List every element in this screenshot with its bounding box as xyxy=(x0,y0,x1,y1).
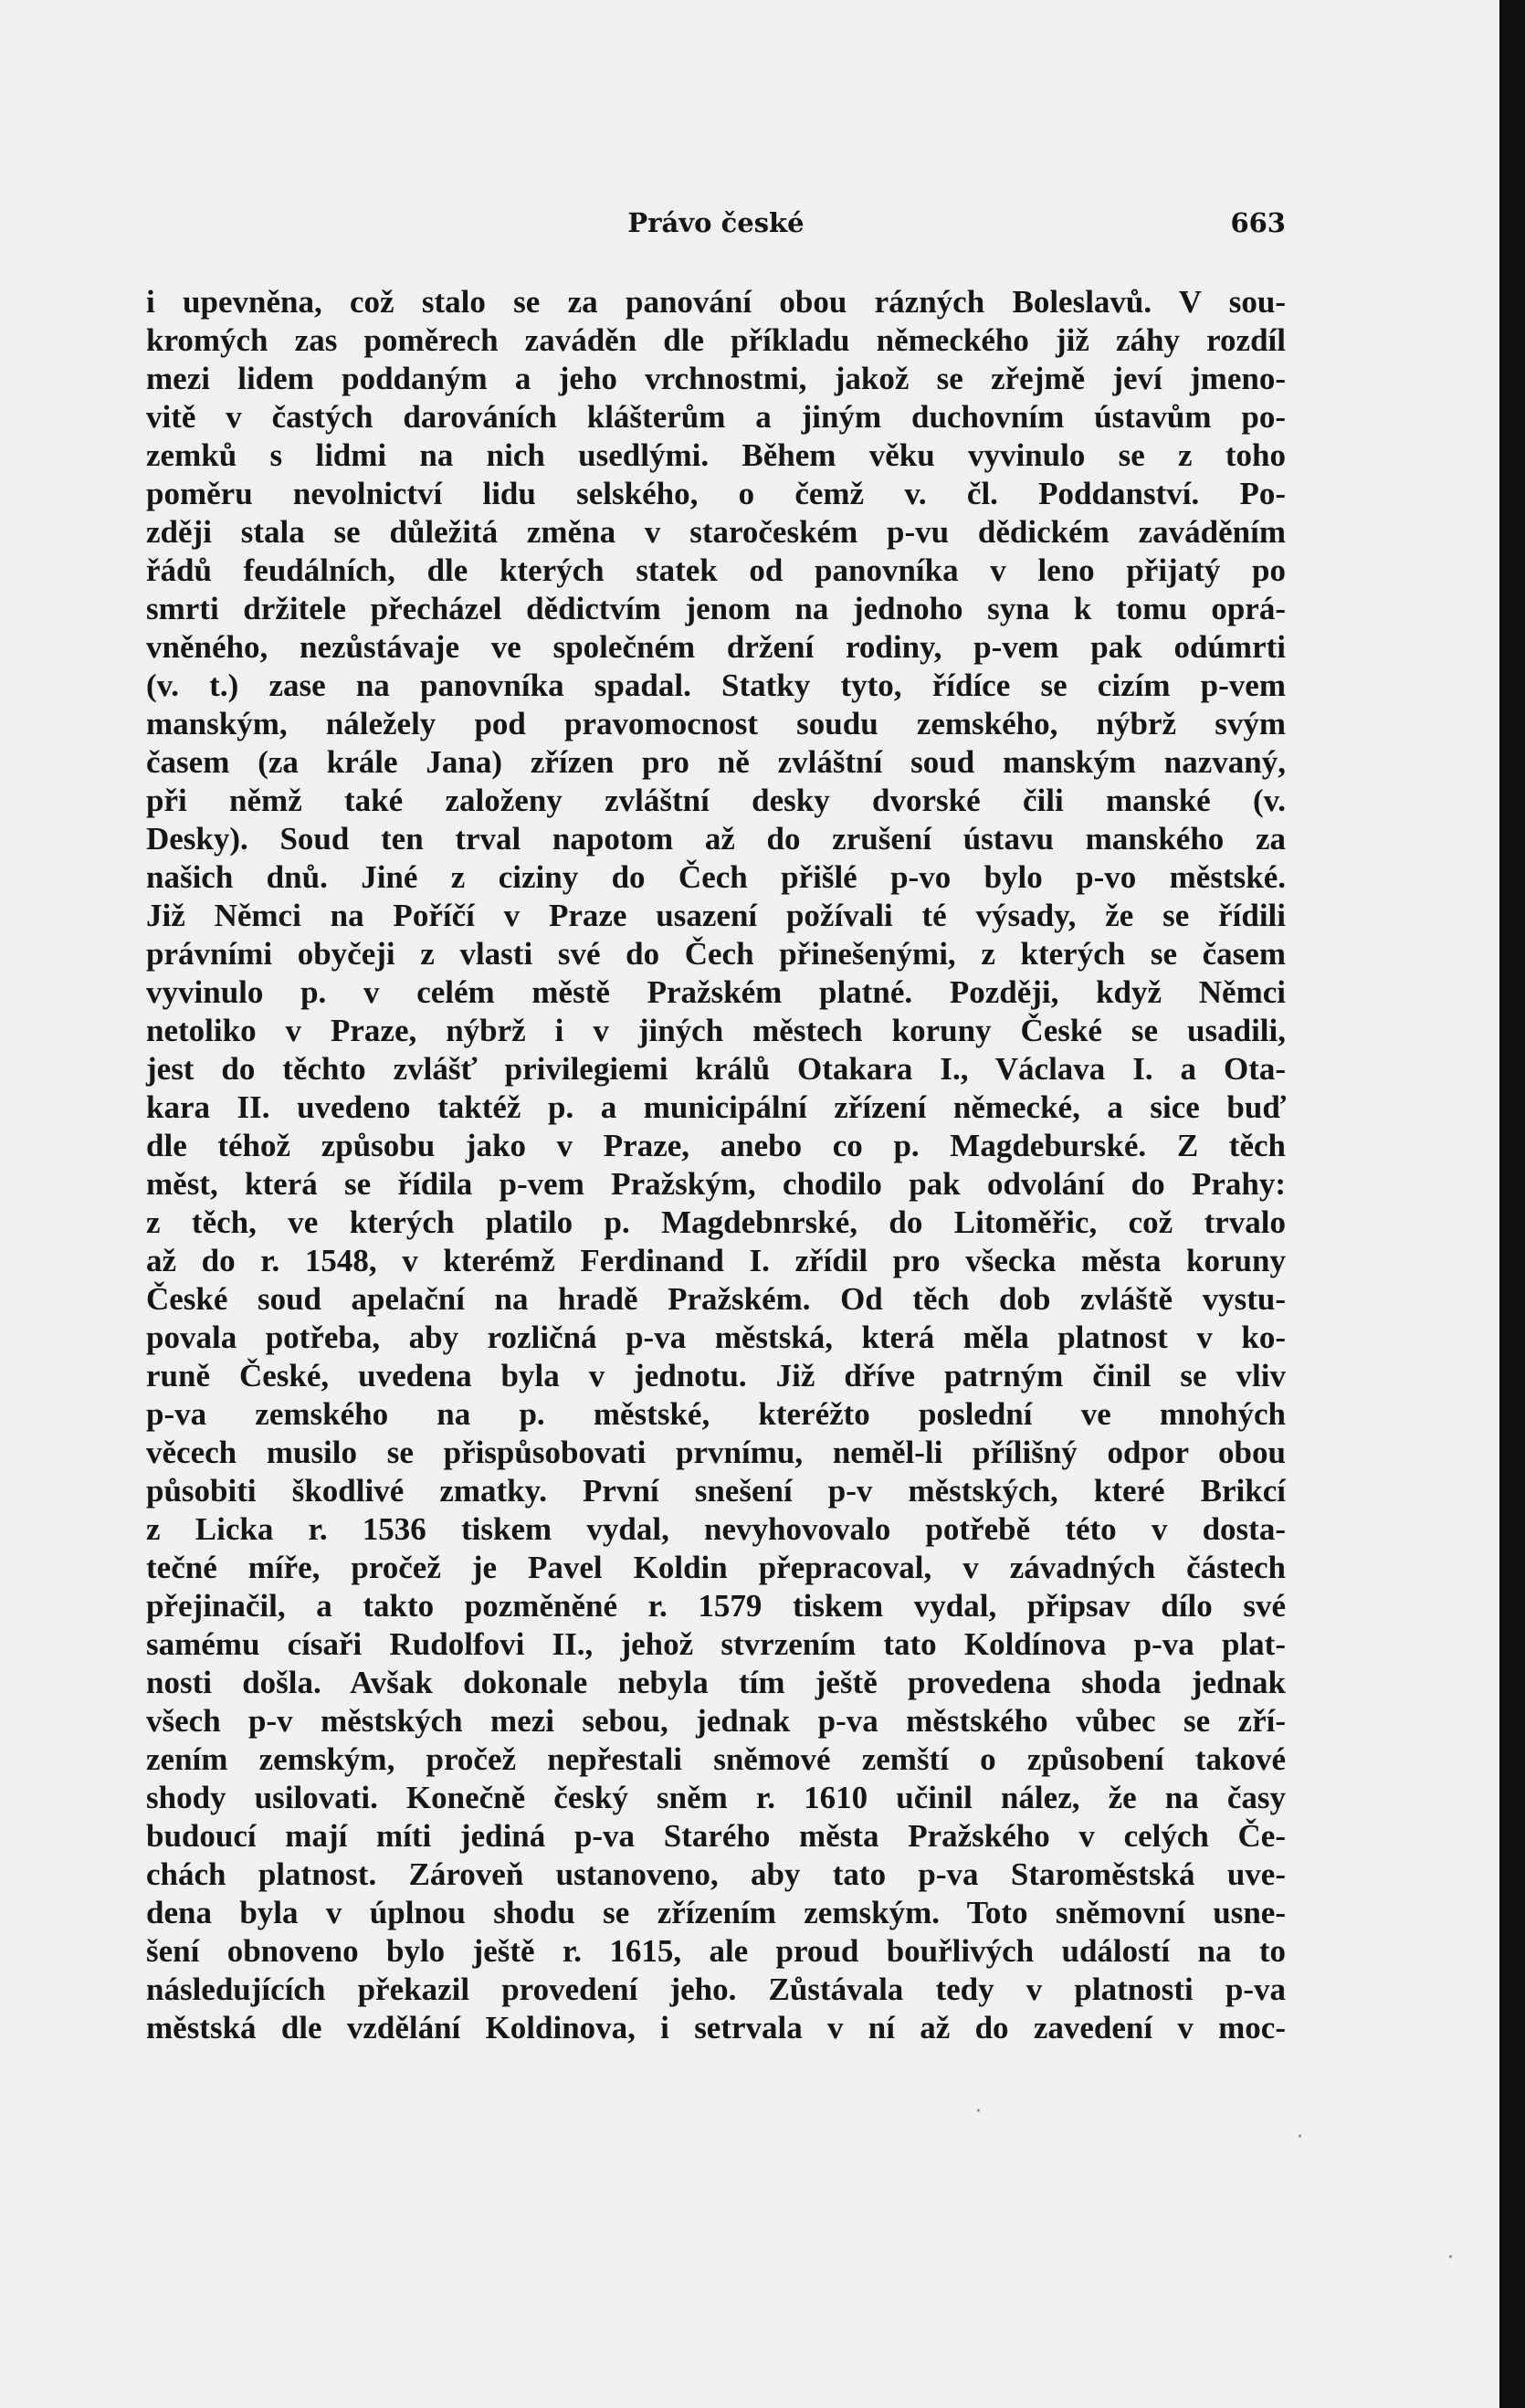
text-line: při němž také založeny zvláštní desky dvorské čili manské (v. xyxy=(146,783,1286,818)
text-line: věcech musilo se přispůsobovati prvnímu, neměl-li přílišný odpor obou xyxy=(146,1435,1286,1470)
text-line: vněného, nezůstávaje ve společném držení rodiny, p-vem pak odúmrti xyxy=(146,629,1286,665)
text-line: z Licka r. 1536 tiskem vydal, nevyhovovalo potřebě této v dosta- xyxy=(146,1511,1286,1547)
text-line: chách platnost. Zároveň ustanoveno, aby tato p-va Staroměstská uve- xyxy=(146,1856,1286,1892)
body-text xyxy=(146,283,1286,2047)
text-line: Již Němci na Poříčí v Praze usazení požívali té výsady, že se řídili xyxy=(146,898,1286,933)
text-line: tečné míře, pročež je Pavel Koldin přepracoval, v závadných částech xyxy=(146,1550,1286,1585)
text-line: dle téhož způsobu jako v Praze, anebo co p. Magdeburské. Z těch xyxy=(146,1128,1286,1163)
text-line: povala potřeba, aby rozličná p-va městská, která měla platnost v ko- xyxy=(146,1320,1286,1355)
text-line: i upevněna, což stalo se za panování obou rázných Boleslavů. V sou- xyxy=(146,284,1286,320)
scan-speck: · xyxy=(975,2100,982,2123)
text-line: shody usilovati. Konečně český sněm r. 1610 učinil nález, že na časy xyxy=(146,1780,1286,1815)
text-line: jest do těchto zvlášť privilegiemi králů Otakara I., Václava I. a Ota- xyxy=(146,1051,1286,1087)
text-line: našich dnů. Jiné z ciziny do Čech přišlé p-vo bylo p-vo městské. xyxy=(146,859,1286,895)
text-line: poměru nevolnictví lidu selského, o čemž v. čl. Poddanství. Po- xyxy=(146,476,1286,511)
text-line: zději stala se důležitá změna v staročeském p-vu dědickém zaváděním xyxy=(146,514,1286,550)
text-line: p-va zemského na p. městské, kteréžto poslední ve mnohých xyxy=(146,1396,1286,1432)
text-line: až do r. 1548, v kterémž Ferdinand I. zřídil pro všecka města koruny xyxy=(146,1243,1286,1278)
text-line: netoliko v Praze, nýbrž i v jiných městech koruny České se usadili, xyxy=(146,1013,1286,1048)
text-line: vitě v častých darováních klášterům a jiným duchovním ústavům po- xyxy=(146,399,1286,435)
text-line: mezi lidem poddaným a jeho vrchnostmi, jakož se zřejmě jeví jmeno- xyxy=(146,361,1286,396)
text-line: přejinačil, a takto pozměněné r. 1579 tiskem vydal, připsav dílo své xyxy=(146,1588,1286,1624)
scan-speck: · xyxy=(1447,2246,1454,2269)
text-line: měst, která se řídila p-vem Pražským, chodilo pak odvolání do Prahy: xyxy=(146,1166,1286,1202)
text-line: kara II. uvedeno taktéž p. a municipální zřízení německé, a sice buď xyxy=(146,1089,1286,1125)
text-line: zemků s lidmi na nich usedlými. Během věku vyvinulo se z toho xyxy=(146,437,1286,473)
text-line: runě České, uvedena byla v jednotu. Již dříve patrným činil se vliv xyxy=(146,1358,1286,1393)
text-line: městská dle vzdělání Koldinova, i setrvala v ní až do zavedení v moc- xyxy=(146,2010,1286,2045)
text-line: nosti došla. Avšak dokonale nebyla tím ještě provedena shoda jednak xyxy=(146,1665,1286,1700)
running-head xyxy=(146,207,1286,251)
text-line: zením zemským, pročež nepřestali sněmové zemští o způsobení takové xyxy=(146,1741,1286,1777)
text-line: působiti škodlivé zmatky. První snešení p-v městských, které Brikcí xyxy=(146,1473,1286,1509)
text-line: budoucí mají míti jediná p-va Starého města Pražského v celých Če- xyxy=(146,1818,1286,1854)
running-head-title: Právo české xyxy=(627,207,805,238)
text-line: z těch, ve kterých platilo p. Magdebnrské, do Litoměřic, což trvalo xyxy=(146,1204,1286,1240)
text-line: smrti držitele přecházel dědictvím jenom na jednoho syna k tomu oprá- xyxy=(146,591,1286,626)
text-line: řádů feudálních, dle kterých statek od panovníka v leno přijatý po xyxy=(146,552,1286,588)
text-line: právními obyčeji z vlasti své do Čech přinešenými, z kterých se časem xyxy=(146,936,1286,972)
text-line: následujících překazil provedení jeho. Zůstávala tedy v platnosti p-va xyxy=(146,1972,1286,2007)
text-line: (v. t.) zase na panovníka spadal. Statky tyto, řídíce se cizím p-vem xyxy=(146,668,1286,703)
text-line: šení obnoveno bylo ještě r. 1615, ale proud bouřlivých událostí na to xyxy=(146,1933,1286,1969)
text-line: dena byla v úplnou shodu se zřízením zemským. Toto sněmovní usne- xyxy=(146,1895,1286,1930)
text-line: časem (za krále Jana) zřízen pro ně zvláštní soud manským nazvaný, xyxy=(146,744,1286,780)
text-line: Desky). Soud ten trval napotom až do zrušení ústavu manského za xyxy=(146,821,1286,857)
scan-speck: · xyxy=(1297,2126,1303,2149)
text-line: všech p-v městských mezi sebou, jednak p-va městského vůbec se zří- xyxy=(146,1703,1286,1739)
page-number: 663 xyxy=(1230,207,1286,238)
text-line: samému císaři Rudolfovi II., jehož stvrzením tato Koldínova p-va plat- xyxy=(146,1626,1286,1662)
text-line: České soud apelační na hradě Pražském. Od těch dob zvláště vystu- xyxy=(146,1281,1286,1317)
text-line: kromých zas poměrech zaváděn dle příkladu německého již záhy rozdíl xyxy=(146,322,1286,358)
text-line: manským, náležely pod pravomocnost soudu zemského, nýbrž svým xyxy=(146,706,1286,741)
text-line: vyvinulo p. v celém městě Pražském platné. Později, když Němci xyxy=(146,974,1286,1010)
scan-border xyxy=(1499,0,1525,2408)
